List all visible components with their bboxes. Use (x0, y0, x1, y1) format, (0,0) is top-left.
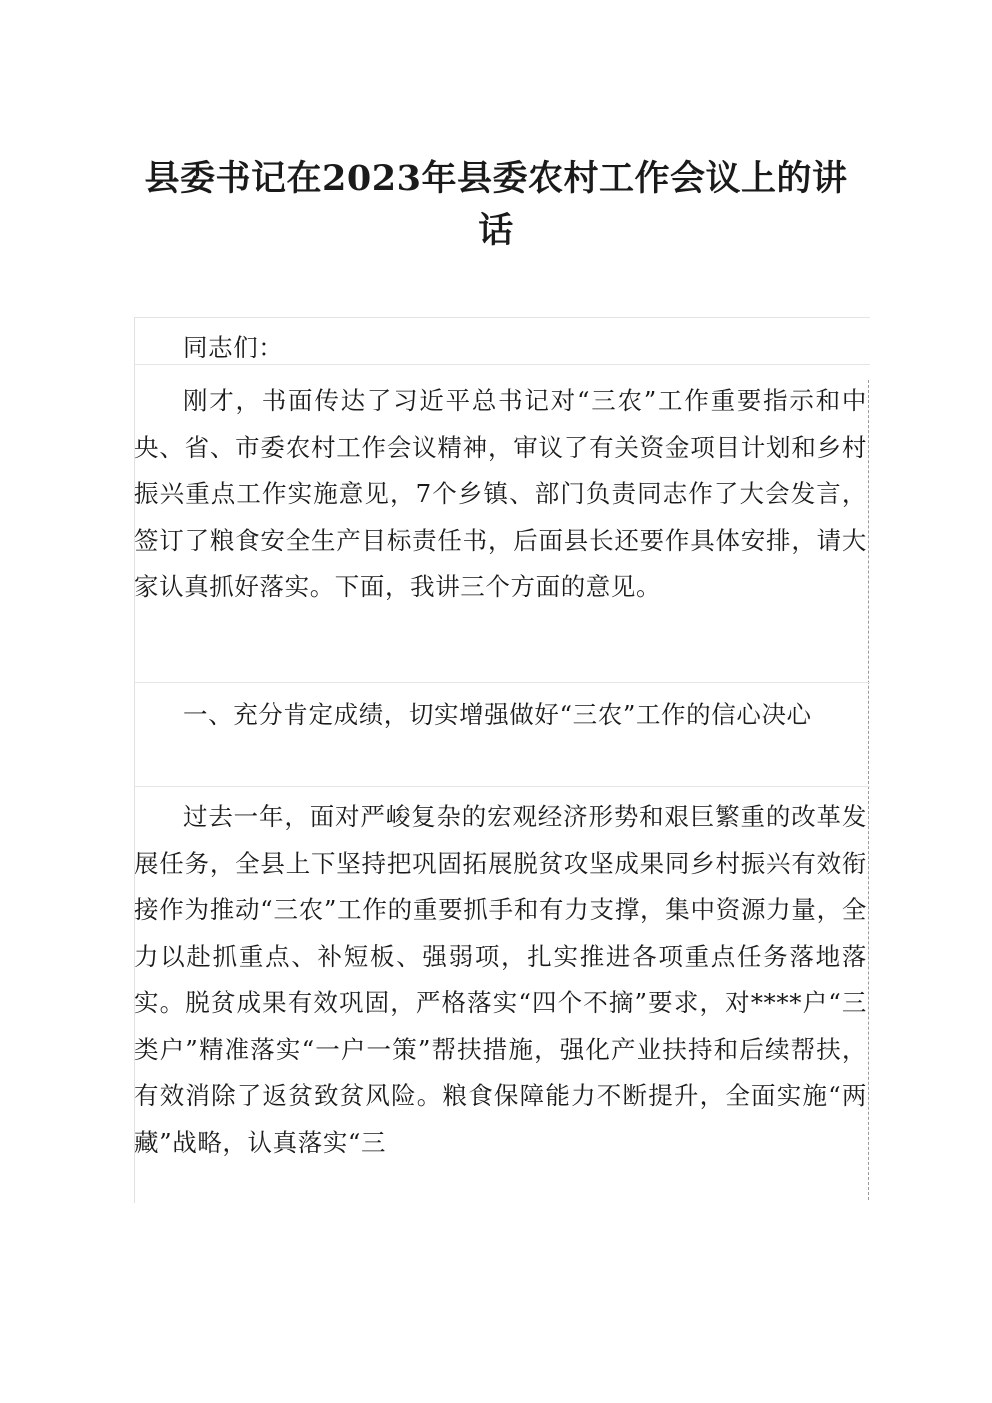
paragraph-divider (134, 786, 870, 787)
intro-paragraph: 刚才，书面传达了习近平总书记对“三农”工作重要指示和中央、省、市委农村工作会议精神，审议了有关资金项目计划和乡村振兴重点工作实施意见，7个乡镇、部门负责同志作了大会发言，签订了粮食安全生产目标责任书，后面县长还要作具体安排，请大家认真抓好落实。下面，我讲三个方面的意见。 (134, 386, 867, 601)
document-title-line-2: 话 (478, 210, 514, 251)
section-1-body-paragraph: 过去一年，面对严峻复杂的宏观经济形势和艰巨繁重的改革发展任务，全县上下坚持把巩固拓展脱贫攻坚成果同乡村振兴有效衔接作为推动“三农”工作的重要抓手和有力支撑，集中资源力量，全力以赴抓重点、补短板、强弱项，扎实推进各项重点任务落地落实。脱贫成果有效巩固，严格落实“四个不摘”要求，对****户“三类户”精准落实“一户一策”帮扶措施，强化产业扶持和后续帮扶，有效消除了返贫致贫风险。粮食保障能力不断提升，全面实施“两藏”战略，认真落实“三 (134, 802, 867, 1157)
greeting-paragraph: 同志们： (183, 333, 284, 362)
paragraph-divider (134, 682, 870, 683)
text-frame-right-border (868, 380, 869, 1200)
text-frame-top-border (134, 317, 870, 318)
document-title (0, 153, 992, 257)
section-1-heading: 一、充分肯定成绩，切实增强做好“三农”工作的信心决心 (183, 700, 812, 729)
document-title-line-1: 县委书记在2023年县委农村工作会议上的讲 (144, 158, 848, 199)
